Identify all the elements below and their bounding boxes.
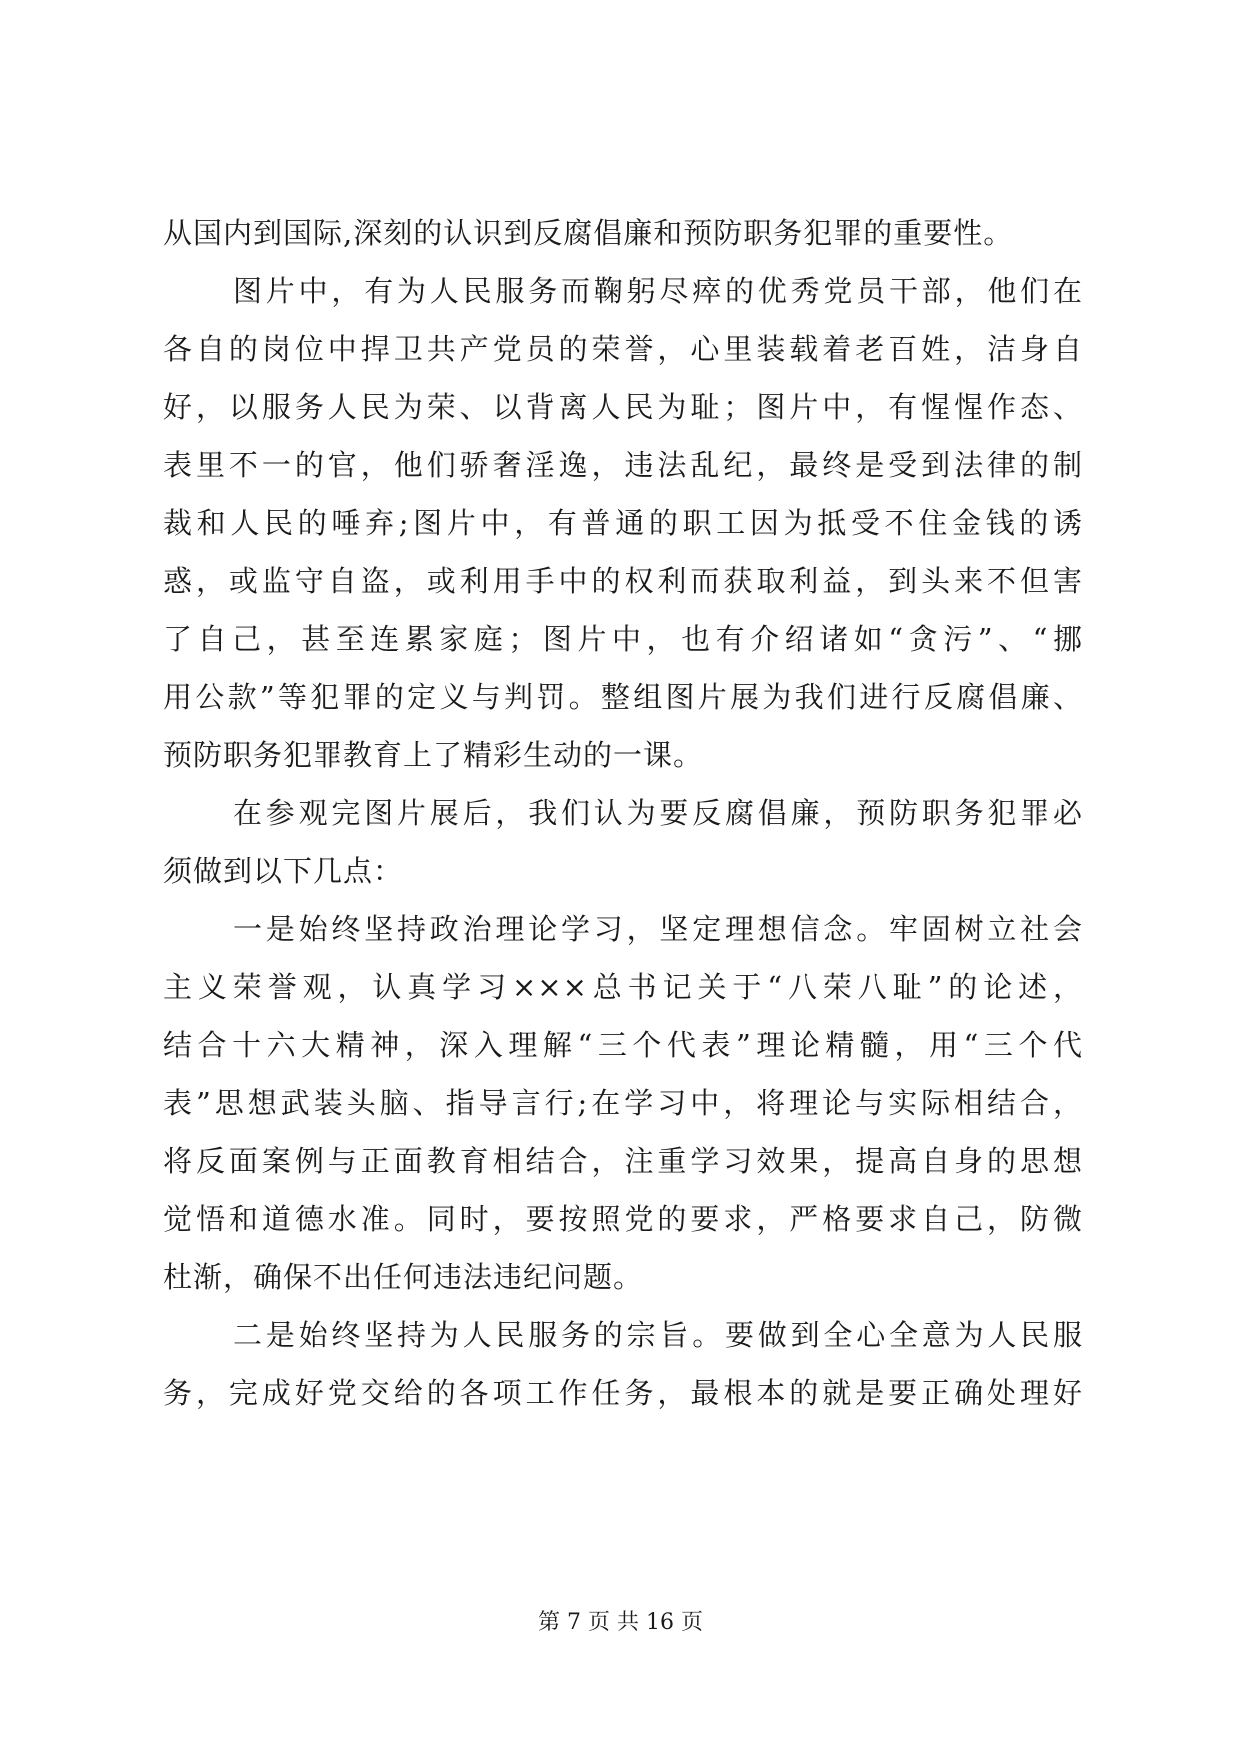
text-line: 图片中，有为人民服务而鞠躬尽瘁的优秀党员干部，他们在 (233, 274, 1083, 308)
text-line: 用公款”等犯罪的定义与判罚。整组图片展为我们进行反腐倡廉、 (163, 680, 1083, 714)
text-line: 一是始终坚持政治理论学习，坚定理想信念。牢固树立社会 (233, 912, 1083, 946)
page-number: 第 7 页 共 16 页 (538, 1610, 703, 1635)
text-line: 结合十六大精神，深入理解“三个代表”理论精髓，用“三个代 (163, 1028, 1083, 1062)
text-line: 务，完成好党交给的各项工作任务，最根本的就是要正确处理好 (163, 1376, 1083, 1410)
text-line: 惑，或监守自盗，或利用手中的权利而获取利益，到头来不但害 (163, 564, 1083, 598)
text-line: 了自己，甚至连累家庭；图片中，也有介绍诸如“贪污”、“挪 (163, 622, 1083, 656)
text-line: 预防职务犯罪教育上了精彩生动的一课。 (163, 738, 704, 772)
body-text (163, 204, 1083, 1422)
text-line: 二是始终坚持为人民服务的宗旨。要做到全心全意为人民服 (233, 1318, 1083, 1352)
text-line: 将反面案例与正面教育相结合，注重学习效果，提高自身的思想 (163, 1144, 1083, 1178)
text-line: 杜渐，确保不出任何违法违纪问题。 (163, 1260, 644, 1294)
page-footer (0, 1605, 1241, 1636)
text-line: 在参观完图片展后，我们认为要反腐倡廉，预防职务犯罪必 (233, 796, 1083, 830)
text-line: 各自的岗位中捍卫共产党员的荣誉，心里装载着老百姓，洁身自 (163, 332, 1083, 366)
text-line: 须做到以下几点： (163, 854, 404, 888)
text-line: 从国内到国际,深刻的认识到反腐倡廉和预防职务犯罪的重要性。 (163, 216, 1014, 250)
text-line: 表里不一的官，他们骄奢淫逸，违法乱纪，最终是受到法律的制 (163, 448, 1083, 482)
text-line: 主义荣誉观，认真学习×××总书记关于“八荣八耻”的论述， (163, 970, 1083, 1004)
text-line: 表”思想武装头脑、指导言行;在学习中，将理论与实际相结合， (163, 1086, 1083, 1120)
text-line: 裁和人民的唾弃;图片中，有普通的职工因为抵受不住金钱的诱 (163, 506, 1083, 540)
text-line: 好，以服务人民为荣、以背离人民为耻；图片中，有惺惺作态、 (163, 390, 1083, 424)
text-line: 觉悟和道德水准。同时，要按照党的要求，严格要求自己，防微 (163, 1202, 1083, 1236)
